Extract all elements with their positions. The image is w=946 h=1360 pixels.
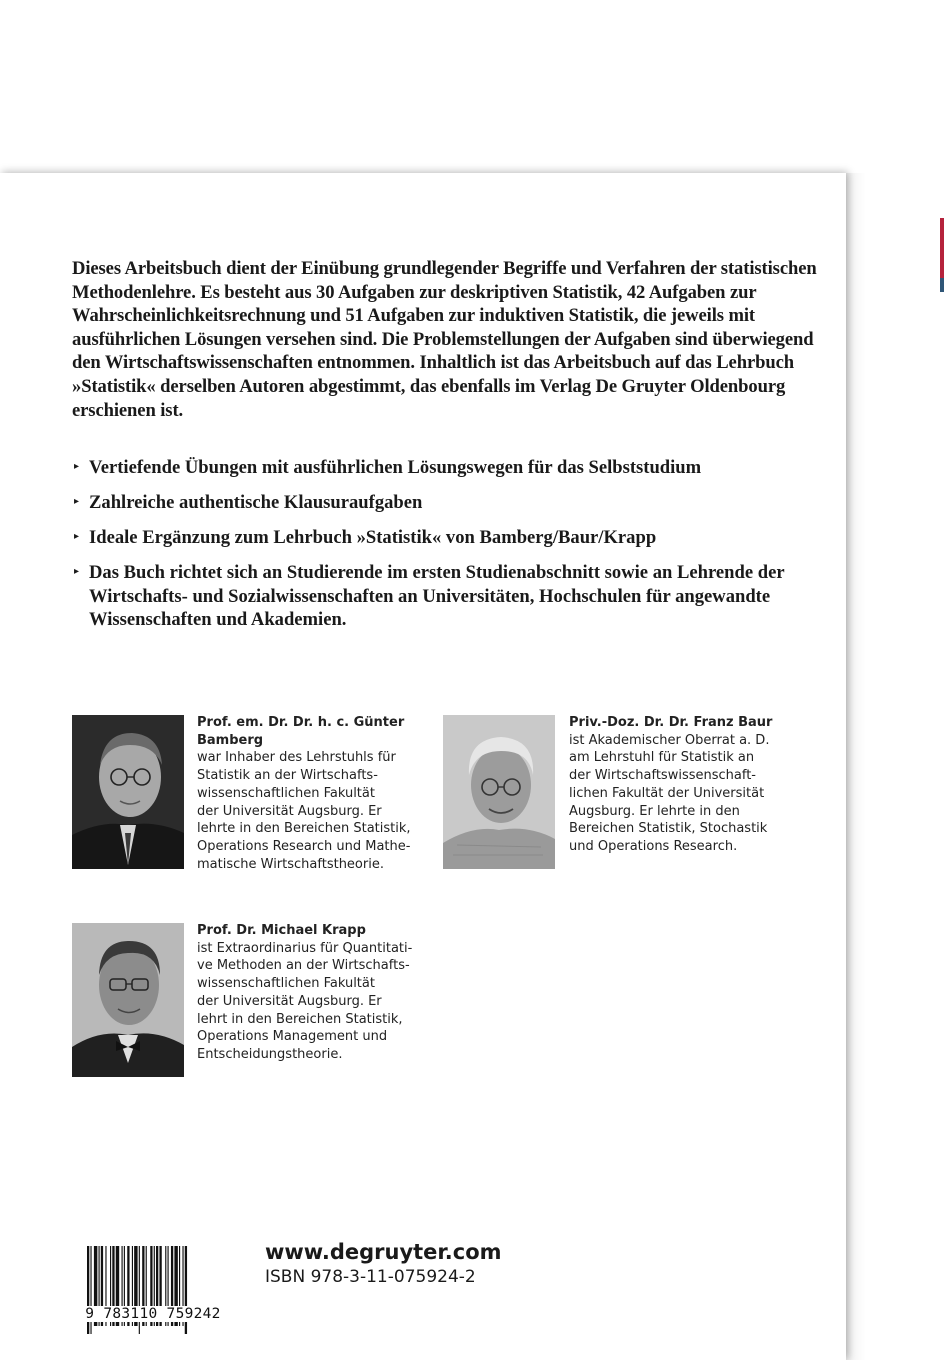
author-photo-bamberg [72, 715, 184, 869]
author-bio-baur [569, 714, 809, 856]
feature-item: ▸ Ideale Ergänzung zum Lehrbuch »Statistik« von Bamberg/Baur/Krapp [74, 527, 657, 548]
feature-item: ▸ Zahlreiche authentische Klausuraufgaben [74, 492, 423, 513]
publisher-url[interactable]: www.degruyter.com [265, 1240, 502, 1264]
author-bio-bamberg [197, 714, 437, 873]
author-bio: war Inhaber des Lehrstuhls für Statistik an der Wirtschafts- wissenschaftlichen Fakultät der Universität Augsburg. Er lehrte in den Bereichen Statistik, Operations Research und Mathe- matische Wirtschaftstheorie. [197, 750, 411, 872]
isbn-number: ISBN 978-3-11-075924-2 [265, 1267, 476, 1287]
triangle-bullet-icon: ▸ [74, 496, 80, 507]
feature-item: ▸ Vertiefende Übungen mit ausführlichen Lösungswegen für das Selbststudium [74, 457, 702, 478]
author-bio: ist Extraordinarius für Quantitati- ve Methoden an der Wirtschafts- wissenschaftlichen Fakultät der Universität Augsburg. Er lehrt in den Bereichen Statistik, Operations Management und Entscheidungstheorie. [197, 940, 413, 1062]
author-name: Prof. em. Dr. Dr. h. c. Günter Bamberg [197, 715, 405, 748]
author-photo-krapp [72, 923, 184, 1077]
author-bio: ist Akademischer Oberrat a. D. am Lehrstuhl für Statistik an der Wirtschaftswissenschaft- lichen Fakultät der Universität Augsburg. Er lehrte in den Bereichen Statistik, Stochastik und Operations Research. [569, 732, 770, 854]
feature-item: ▸ Das Buch richtet sich an Studierende im ersten Studienabschnitt sowie an Lehrende der Wirtschafts- und Sozialwissenschaften an Universitäten, Hochschulen für angewandte Wissenschaften und Akademien. [74, 562, 785, 630]
author-photo-baur [443, 715, 555, 869]
author-name: Priv.-Doz. Dr. Dr. Franz Baur [569, 715, 773, 730]
triangle-bullet-icon: ▸ [74, 531, 80, 542]
cover-edge-accent-blue [940, 278, 944, 292]
author-name: Prof. Dr. Michael Krapp [197, 923, 366, 938]
book-description: Dieses Arbeitsbuch dient der Einübung grundlegender Begriffe und Verfahren der statistischen Methodenlehre. Es besteht aus 30 Aufgaben zur deskriptiven Statistik, 42 Aufgaben zur Wahrscheinlichkeitsrechnung und 51 Aufgaben zur induktiven Statistik, die jeweils mit ausführlichen Lösungen versehen sind. Die Problemstellungen der Aufgaben sind überwiegend den Wirtschaftswissenschaften entnommen. Inhaltlich ist das Arbeitsbuch auf das Lehrbuch »Statistik« derselben Autoren abgestimmt, das ebenfalls im Verlag De Gruyter Oldenbourg erschienen ist. [72, 258, 817, 421]
feature-list [72, 456, 832, 643]
barcode-digits: 9 783110 759242 [72, 1306, 234, 1322]
cover-edge [846, 173, 946, 1360]
triangle-bullet-icon: ▸ [74, 566, 80, 577]
author-bio-krapp [197, 922, 447, 1064]
triangle-bullet-icon: ▸ [74, 461, 80, 472]
cover-edge-accent [940, 218, 944, 278]
